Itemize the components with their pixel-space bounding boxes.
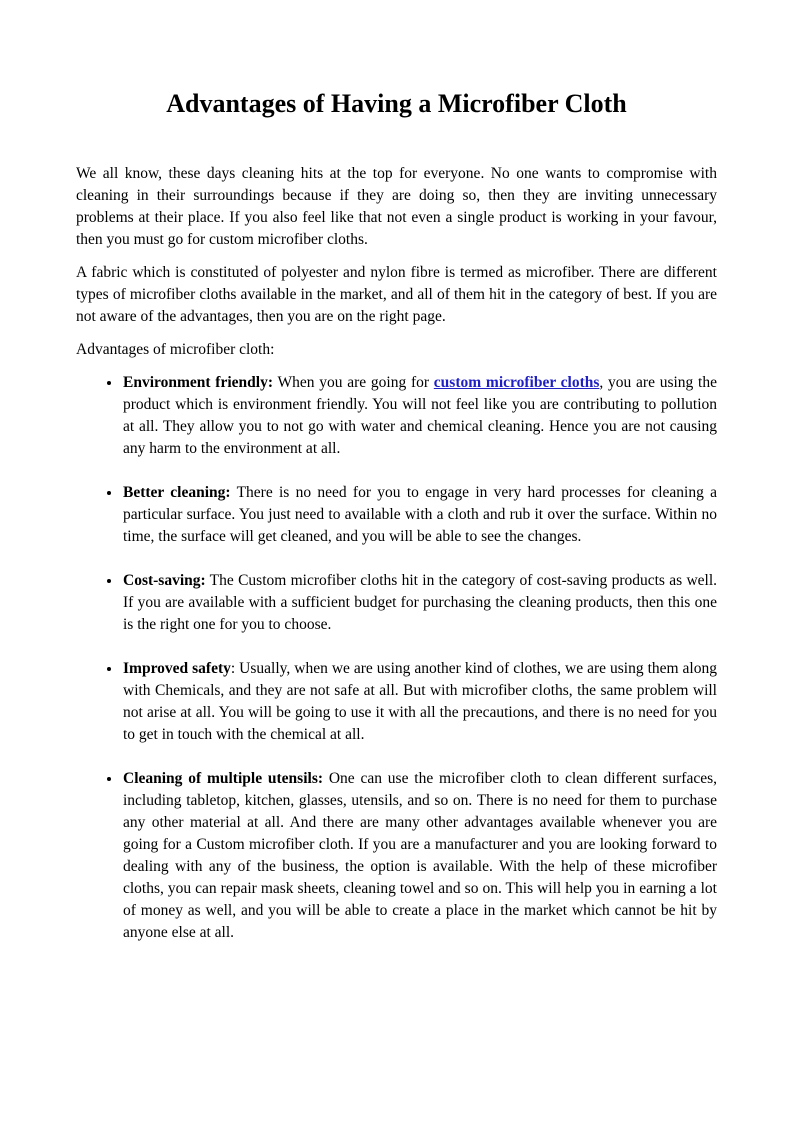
bullet-label: Environment friendly:: [123, 374, 273, 392]
bullet-text: There is no need for you to engage in very hard processes for cleaning a particular surface. You just need to available with a cloth and rub it over the surface. Within no time, the surface will get cleaned, and you will be able to see the changes.: [123, 484, 717, 546]
list-item-cleaning-multiple-utensils: [122, 768, 717, 944]
bullet-text: : Usually, when we are using another kind of clothes, we are using them along with Chemicals, and they are not safe at all. But with microfiber cloths, the same problem will not arise at all. You will be going to use it with all the precautions, and there is no need for you to get in touch with the chemical at all.: [123, 660, 717, 744]
bullet-label: Improved safety: [123, 660, 231, 678]
advantages-list: [76, 372, 717, 944]
list-intro: Advantages of microfiber cloth:: [76, 341, 275, 359]
list-item-environment-friendly: [122, 372, 717, 460]
document-title: Advantages of Having a Microfiber Cloth: [166, 89, 627, 118]
bullet-text: One can use the microfiber cloth to clean different surfaces, including tabletop, kitchen, glasses, utensils, and so on. There is no need for them to purchase any other material at all. And there are many other advantages available whenever you are going for a Custom microfiber cloth. If you are a manufacturer and you are looking forward to dealing with any of the business, the option is available. With the help of these microfiber cloths, you can repair mask sheets, cleaning towel and so on. This will help you in earning a lot of money as well, and you will be able to create a place in the market which cannot be hit by anyone else at all.: [123, 770, 717, 942]
bullet-label: Cleaning of multiple utensils:: [123, 770, 324, 788]
paragraph-intro-1: We all know, these days cleaning hits at the top for everyone. No one wants to compromise with cleaning in their surroundings because if they are doing so, then they are inviting unnecessary problems at their place. If you also feel like that not even a single product is working in your favour, then you must go for custom microfiber cloths.: [76, 165, 717, 249]
list-item-improved-safety: [122, 658, 717, 746]
custom-microfiber-cloths-link[interactable]: custom microfiber cloths: [433, 374, 600, 392]
bullet-label: Cost-saving:: [123, 572, 206, 590]
paragraph-intro-2: A fabric which is constituted of polyester and nylon fibre is termed as microfiber. There are different types of microfiber cloths available in the market, and all of them hit in the category of best. If you are not aware of the advantages, then you are on the right page.: [76, 264, 717, 326]
bullet-text: , you are using the product which is environment friendly. You will not feel like you are contributing to pollution at all. They allow you to not go with water and chemical cleaning. Hence you are not causing any harm to the environment at all.: [123, 374, 717, 458]
list-item-better-cleaning: [122, 482, 717, 548]
bullet-text: The Custom microfiber cloths hit in the category of cost-saving products as well. If you are available with a sufficient budget for purchasing the cleaning products, then this one is the right one for you to choose.: [123, 572, 717, 634]
bullet-label: Better cleaning:: [123, 484, 231, 502]
list-item-cost-saving: [122, 570, 717, 636]
bullet-text: When you are going for: [273, 374, 434, 392]
